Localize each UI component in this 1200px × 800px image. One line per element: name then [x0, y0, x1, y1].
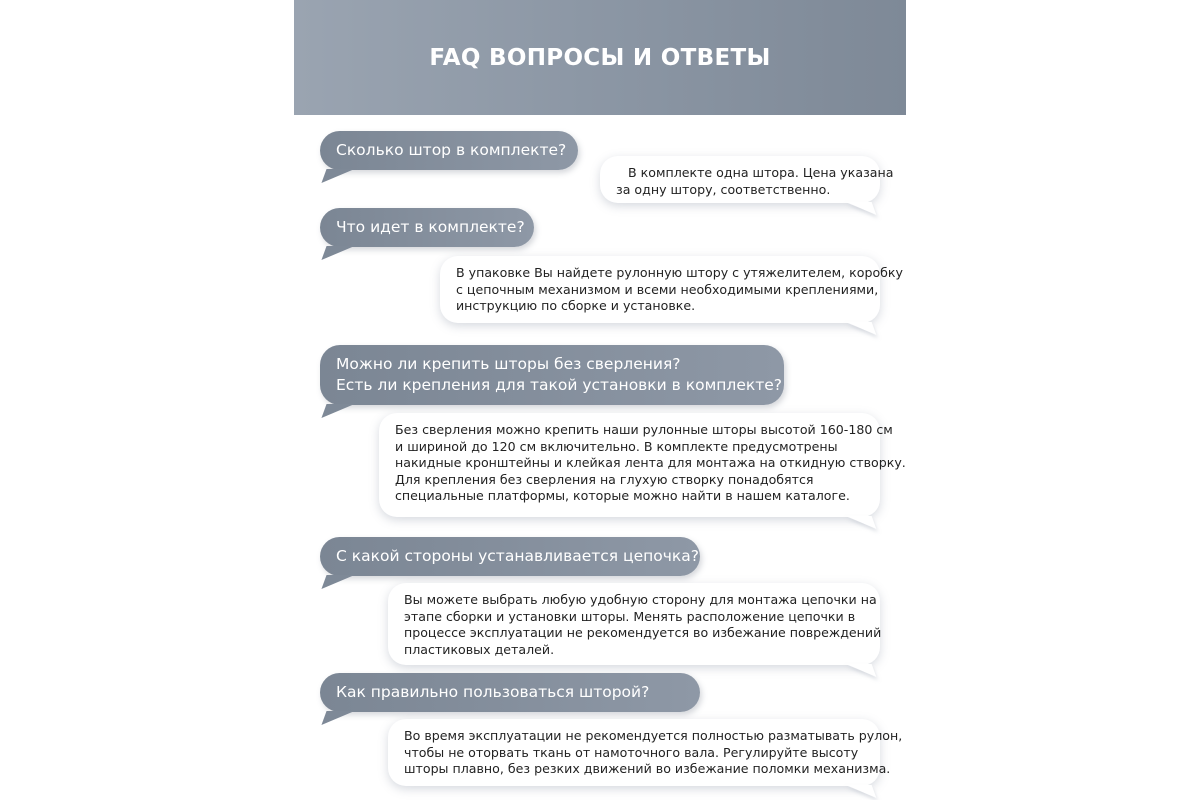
answer-bubble-4	[388, 583, 880, 665]
answer-text: накидные кронштейны и клейкая лента для монтажа на откидную створку.	[395, 455, 906, 470]
question-bubble-3	[320, 345, 784, 405]
answer-text: процессе эксплуатации не рекомендуется во избежание повреждений	[404, 625, 882, 640]
answer-text: Во время эксплуатации не рекомендуется полностью разматывать рулон,	[404, 728, 903, 743]
question-text: Есть ли крепления для такой установки в комплекте?	[336, 376, 783, 394]
answer-bubble-1	[600, 156, 894, 203]
answer-text: с цепочным механизмом и всеми необходимыми креплениями,	[456, 281, 879, 297]
answer-text: специальные платформы, которые можно найти в нашем каталоге.	[395, 488, 850, 503]
question-bubble-4	[320, 537, 700, 576]
question-text: С какой стороны устанавливается цепочка?	[336, 547, 700, 565]
question-text: Как правильно пользоваться шторой?	[336, 683, 650, 701]
question-text: Сколько штор в комплекте?	[336, 141, 567, 159]
answer-bubble-2	[440, 256, 903, 323]
answer-text: В упаковке Вы найдете рулонную штору с утяжелителем, коробку	[456, 265, 903, 280]
question-bubble-2	[320, 208, 534, 247]
question-bubble-1	[320, 131, 578, 170]
answer-text: Без сверления можно крепить наши рулонные шторы высотой 160-180 см	[395, 422, 893, 437]
answer-text: этапе сборки и установки шторы. Менять расположение цепочки в	[404, 608, 856, 624]
faq-panel	[294, 0, 906, 800]
answer-text: инструкцию по сборке и установке.	[456, 298, 696, 313]
answer-text: и шириной до 120 см включительно. В комплекте предусмотрены	[395, 438, 838, 454]
faq-header	[294, 0, 906, 115]
answer-text: шторы плавно, без резких движений во избежание поломки механизма.	[404, 761, 891, 776]
question-text: Что идет в комплекте?	[336, 218, 525, 236]
answer-text: В комплекте одна штора. Цена указана	[628, 165, 894, 180]
page-title: FAQ ВОПРОСЫ И ОТВЕТЫ	[429, 44, 771, 71]
question-bubble-5	[320, 673, 700, 712]
answer-text: Вы можете выбрать любую удобную сторону для монтажа цепочки на	[404, 592, 877, 607]
answer-bubble-5	[388, 719, 903, 786]
answer-text: пластиковых деталей.	[404, 641, 555, 657]
question-text: Можно ли крепить шторы без сверления?	[336, 355, 681, 373]
answer-text: Для крепления без сверления на глухую створку понадобятся	[395, 471, 814, 487]
answer-text: за одну штору, соответственно.	[616, 181, 831, 197]
answer-text: чтобы не оторвать ткань от намоточного вала. Регулируйте высоту	[404, 744, 859, 760]
answer-bubble-3	[379, 413, 906, 517]
